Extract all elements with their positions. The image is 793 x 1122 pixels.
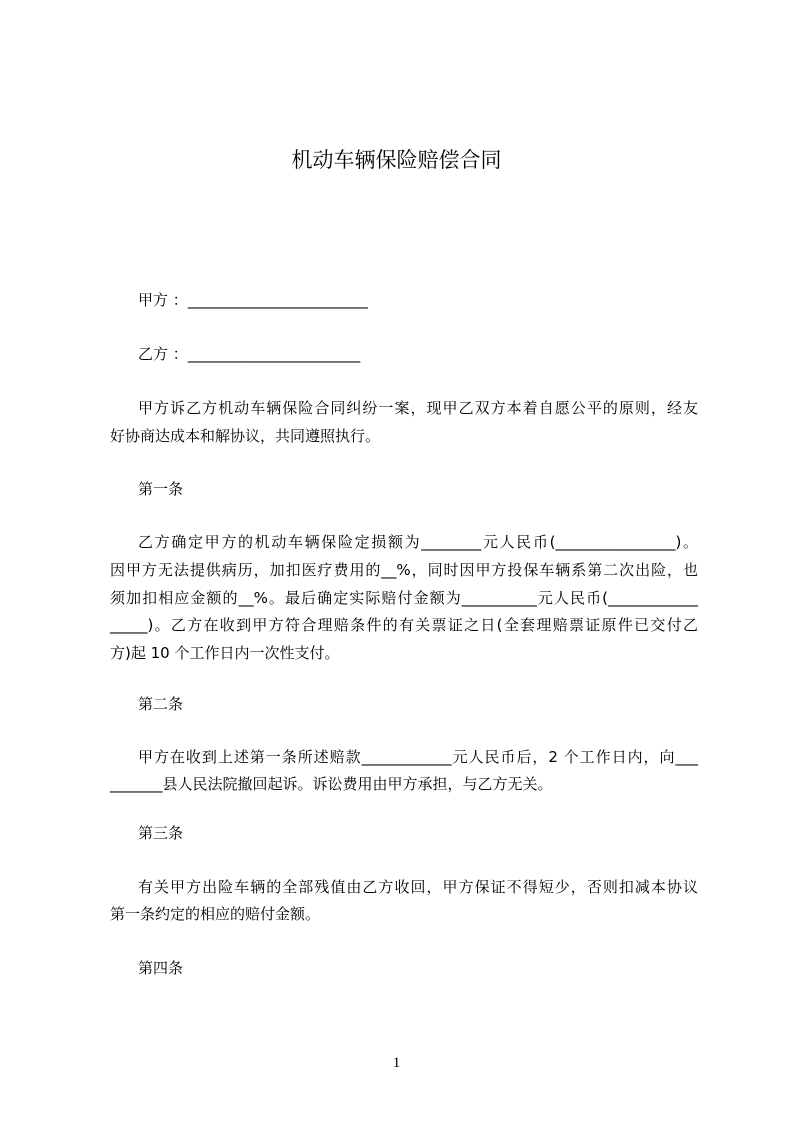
page-number: 1 (392, 1055, 401, 1071)
article-2-heading: 第二条 (138, 695, 184, 713)
article-3-line: 第一条约定的相应的赔付金额。 (110, 905, 321, 923)
article-1-line: _____)。乙方在收到甲方符合理赔条件的有关票证之日(全套理赔票证原件已交付乙 (110, 616, 698, 634)
article-1-line: 因甲方无法提供病历，加扣医疗费用的__%，同时因甲方投保车辆系第二次出险，也 (110, 561, 698, 579)
article-2-line: _______县人民法院撤回起诉。诉讼费用由甲方承担，与乙方无关。 (110, 775, 553, 793)
party-a-line: 甲方 ：________________________ (138, 291, 368, 309)
article-2-line: 甲方在收到上述第一条所述赔款____________元人民币后，2 个工作日内，向___ (138, 748, 698, 766)
document-title: 机动车辆保险赔偿合同 (291, 148, 502, 172)
article-1-line: 方)起 10 个工作日内一次性支付。 (110, 644, 340, 662)
article-1-line: 乙方确定甲方的机动车辆保险定损额为________元人民币(________________)。 (138, 533, 698, 551)
intro-line: 甲方诉乙方机动车辆保险合同纠纷一案，现甲乙双方本着自愿公平的原则，经友 (138, 399, 698, 417)
article-1-line: 须加扣相应金额的__%。最后确定实际赔付金额为__________元人民币(____________ (110, 589, 698, 607)
article-3-heading: 第三条 (138, 824, 184, 842)
article-4-heading: 第四条 (138, 959, 184, 977)
intro-line: 好协商达成本和解协议，共同遵照执行。 (110, 427, 381, 445)
article-3-line: 有关甲方出险车辆的全部残值由乙方收回，甲方保证不得短少，否则扣减本协议 (138, 878, 698, 896)
article-1-heading: 第一条 (138, 480, 184, 498)
party-b-line: 乙方 ：_______________________ (138, 345, 361, 363)
